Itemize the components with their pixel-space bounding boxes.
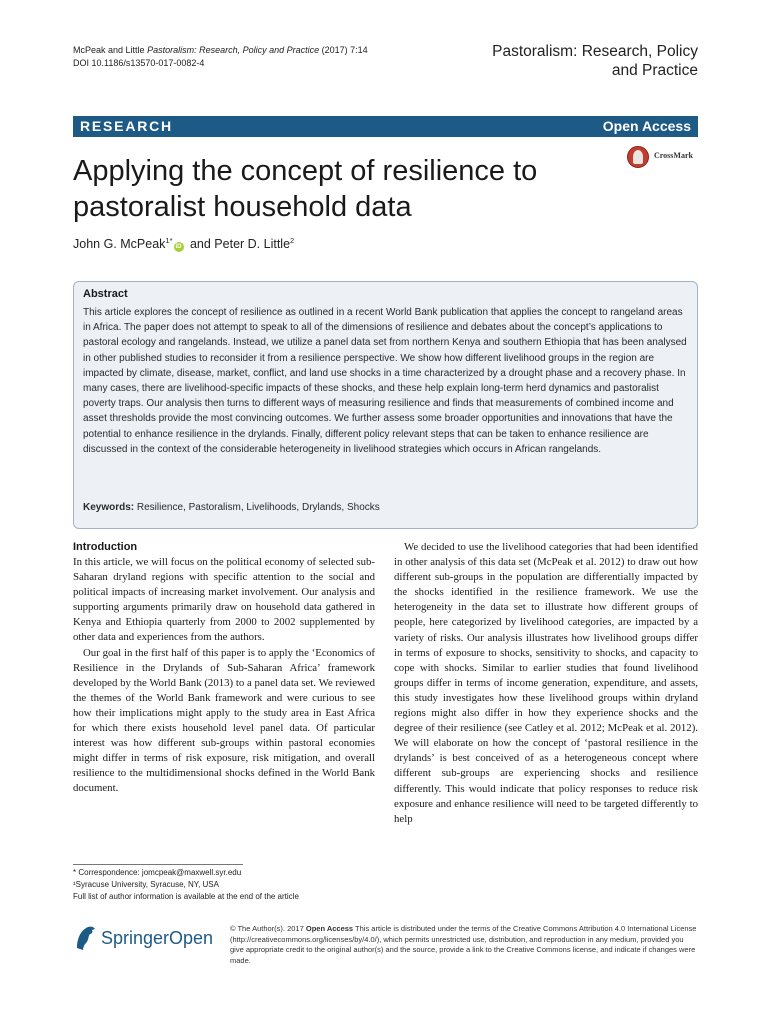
abstract-text: This article explores the concept of resilience as outlined in a recent World Bank publication that applies the concept to rangeland areas in Africa. The paper does not attempt to speak to all of the dimensions of resilience and debates about the concept’s applications to pastoral ecology and rangelands. Instead, we utilize a panel data set from northern Kenya and southern Ethiopia that has been analysed in other published studies to reconsider it from a resilience perspective. We show how different livelihood groups in the region are impacted by climate, disease, market, conflict, and land use shocks in a time characterized by a drought phase and a recovery phase. In many cases, there are livelihood-specific impacts of these shocks, and these help explain long-term herd dynamics and pastoralist poverty traps. Our analysis then turns to different ways of measuring resilience and finds that measurements of combined income and asset thresholds provide the most convincing outcomes. We further assess some broader opportunities and innovations that have the potential to enhance resilience in the drylands. Finally, different policy relevant steps that can be taken to enhance resilience are discussed in the context of the considerable heterogeneity in livelihood strategies which occurs in African rangelands. [83, 307, 687, 455]
article-title: Applying the concept of resilience to pastoralist household data [73, 155, 538, 223]
crossmark-label: CrossMark [654, 151, 693, 160]
crossmark-badge[interactable] [627, 146, 695, 170]
crossmark-icon [627, 146, 649, 168]
footnotes [73, 867, 299, 903]
open-access-label: Open Access [602, 118, 691, 134]
license-open-access: Open Access [305, 924, 354, 933]
introduction-heading: Introduction [73, 541, 138, 553]
citation-journal: Pastoralism: Research, Policy and Practice [147, 45, 320, 55]
citation-volume: (2017) 7:14 [321, 45, 368, 55]
author-list [73, 233, 294, 252]
keywords [83, 501, 689, 515]
footnote-divider [73, 864, 243, 865]
citation-line [73, 44, 368, 57]
license-copyright: © The Author(s). 2017 [230, 924, 306, 933]
keywords-label: Keywords: [83, 502, 135, 513]
body-column-left [73, 540, 375, 797]
author-info-note: Full list of author information is available at the end of the article [73, 892, 299, 901]
citation-header [73, 44, 368, 70]
body-column-right [394, 540, 698, 827]
author-affiliation-mark: 1* [165, 236, 173, 245]
journal-name-line2: and Practice [611, 62, 698, 79]
author-affiliation-mark: 2 [290, 236, 295, 245]
license-text [230, 924, 698, 966]
correspondence-note: * Correspondence: jomcpeak@maxwell.syr.edu [73, 868, 242, 877]
journal-name-line1: Pastoralism: Research, Policy [492, 43, 698, 60]
springer-open-wordmark: SpringerOpen [101, 928, 214, 948]
article-type-label: RESEARCH [80, 118, 173, 134]
orcid-icon[interactable]: iD [175, 244, 182, 251]
keywords-list: Resilience, Pastoralism, Livelihoods, Drylands, Shocks [134, 502, 380, 513]
body-paragraph: Our goal in the first half of this paper is to apply the ‘Economics of Resilience in the Drylands of Sub-Saharan Africa’ framework developed by the World Bank (2013) to a panel data set. We reviewed the themes of the World Bank framework and were curious to see how their implications might apply to the study area in East Africa for which there exists household level panel data. Of particular interest was how different sub-groups within pastoral economies might differ in terms of risk exposure, risk mitigation, and overall resilience to the multidimensional shocks defined in the World Bank document. [73, 646, 375, 795]
abstract-heading: Abstract [83, 288, 128, 300]
journal-name [492, 42, 698, 80]
author-name: John G. McPeak [73, 237, 166, 252]
doi: DOI 10.1186/s13570-017-0082-4 [73, 58, 205, 68]
springer-open-logo [73, 924, 223, 954]
springer-horse-icon [73, 924, 99, 952]
affiliation-note: ¹Syracuse University, Syracuse, NY, USA [73, 880, 219, 889]
author-name: and Peter D. Little [186, 237, 291, 252]
body-paragraph: We decided to use the livelihood categories that had been identified in other analysis of this data set (McPeak et al. 2012) to draw out how different sub-groups in the population are differentially impacted by the shocks identified in the resilience framework. We use the heterogeneity in the data set to illustrate how different groups of people, here categorized by livelihood categories, are impacted by a variety of risks. Our analysis illustrates how livelihood groups differ in terms of exposure to shocks, sensitivity to shocks, and capacity to cope with shocks. Similar to earlier studies that found livelihood groups differ in terms of income generation, expenditure, and assets, this study investigates how these livelihood groups within dryland regions might also differ in how they experience shocks and the degree of their resilience (see Catley et al. 2012; McPeak et al. 2012). We will elaborate on how the concept of ‘pastoral resilience in the drylands’ is best conceived of as a heterogeneous concept where different sub-groups are experiencing shocks and resilience differently. This would indicate that policy responses to reduce risk exposure and enhance resilience will need to be targeted differently to help [394, 541, 698, 825]
license-body: This article is distributed under the terms of the Creative Commons Attribution 4.0 International License (http://creativecommons.org/licenses/by/4.0/), which permits unrestricted use, distribution, and reproduction in any medium, provided you give appropriate credit to the original author(s) and the source, provide a link to the Creative Commons license, and indicate if changes were made. [230, 924, 697, 965]
citation-authors: McPeak and Little [73, 45, 145, 55]
body-paragraph: In this article, we will focus on the political economy of selected sub-Saharan dryland regions with specific attention to the social and political impacts of increasing market involvement. Our analysis and supporting arguments primarily draw on household data gathered in Kenya and Ethiopia quarterly from 2000 to 2002 supplemented by other data and experiences from the authors. [73, 556, 375, 644]
